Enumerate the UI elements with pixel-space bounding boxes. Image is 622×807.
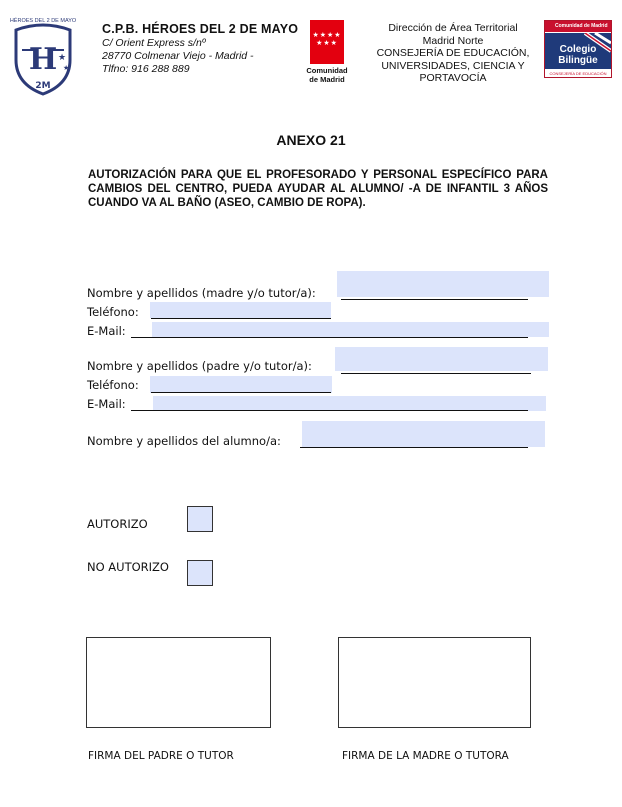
father-email-field[interactable] bbox=[153, 396, 546, 411]
father-name-field[interactable] bbox=[335, 347, 548, 371]
father-phone-underline bbox=[151, 392, 331, 393]
father-phone-label: Teléfono: bbox=[87, 378, 139, 392]
mother-phone-field[interactable] bbox=[150, 302, 331, 318]
bilingual-logo-bottom: CONSEJERÍA DE EDUCACIÓN bbox=[549, 71, 607, 76]
mother-phone-label: Teléfono: bbox=[87, 305, 139, 319]
school-name: C.P.B. HÉROES DEL 2 DE MAYO bbox=[102, 22, 299, 36]
dat-line-1: Dirección de Área Territorial bbox=[388, 22, 518, 34]
union-jack-icon bbox=[545, 33, 611, 69]
not-authorize-checkbox[interactable] bbox=[187, 560, 213, 586]
mother-signature-label: FIRMA DE LA MADRE O TUTORA bbox=[342, 750, 509, 762]
territorial-direction-info bbox=[366, 22, 540, 85]
authorize-label: AUTORIZO bbox=[87, 517, 148, 531]
mother-email-field[interactable] bbox=[152, 322, 549, 337]
not-authorize-label: NO AUTORIZO bbox=[87, 560, 169, 574]
dat-line-2: Madrid Norte bbox=[422, 34, 484, 47]
school-address-1: C/ Orient Express s/nº bbox=[102, 37, 206, 49]
student-name-label: Nombre y apellidos del alumno/a: bbox=[87, 434, 281, 448]
svg-text:★: ★ bbox=[58, 52, 67, 62]
school-address-2: 28770 Colmenar Viejo - Madrid - bbox=[102, 50, 254, 62]
bilingual-logo-top: Comunidad de Madrid bbox=[545, 21, 611, 32]
madrid-logo-text-1: Comunidad bbox=[306, 66, 348, 75]
father-signature-box[interactable] bbox=[86, 637, 271, 728]
authorize-checkbox[interactable] bbox=[187, 506, 213, 532]
school-logo bbox=[8, 20, 78, 96]
madrid-logo-text bbox=[304, 66, 350, 84]
madrid-flag bbox=[310, 20, 344, 64]
shield-icon bbox=[8, 20, 78, 96]
bilingual-logo-line-1: Colegio bbox=[559, 44, 597, 55]
dat-line-4: UNIVERSIDADES, CIENCIA Y bbox=[381, 59, 525, 72]
school-phone: Tlfno: 916 288 889 bbox=[102, 63, 190, 75]
mother-name-label: Nombre y apellidos (madre y/o tutor/a): bbox=[87, 286, 316, 300]
annex-title: ANEXO 21 bbox=[276, 132, 346, 148]
shield-badge-text: 2M bbox=[35, 81, 51, 91]
student-name-field[interactable] bbox=[302, 421, 545, 447]
student-name-underline bbox=[300, 447, 528, 448]
mother-phone-underline bbox=[151, 318, 331, 319]
authorization-text: AUTORIZACIÓN PARA QUE EL PROFESORADO Y PERSONAL ESPECÍFICO PARA CAMBIOS DEL CENTRO, PUEDA AYUDAR AL ALUMNO/ -A DE INFANTIL 3 AÑOS CUANDO VA AL BAÑO (ASEO, CAMBIO DE ROPA). bbox=[88, 169, 548, 209]
mother-name-underline bbox=[341, 299, 528, 300]
dat-line-3: CONSEJERÍA DE EDUCACIÓN, bbox=[376, 47, 530, 59]
father-name-label: Nombre y apellidos (padre y/o tutor/a): bbox=[87, 359, 312, 373]
bilingual-logo-line-2: Bilingüe bbox=[558, 55, 598, 66]
father-name-underline bbox=[341, 373, 531, 374]
father-email-label: E-Mail: bbox=[87, 397, 126, 411]
madrid-logo-text-2: de Madrid bbox=[309, 75, 345, 84]
svg-text:★: ★ bbox=[63, 65, 70, 72]
mother-email-underline bbox=[131, 337, 528, 338]
school-info bbox=[102, 22, 302, 76]
mother-name-field[interactable] bbox=[337, 271, 549, 297]
bilingual-school-logo bbox=[544, 20, 612, 78]
madrid-logo bbox=[304, 20, 350, 84]
mother-email-label: E-Mail: bbox=[87, 324, 126, 338]
madrid-stars-icon: ★★★★ ★★★ bbox=[312, 32, 342, 47]
father-signature-label: FIRMA DEL PADRE O TUTOR bbox=[88, 750, 234, 762]
dat-line-5: PORTAVOCÍA bbox=[419, 72, 487, 84]
father-phone-field[interactable] bbox=[150, 376, 332, 393]
mother-signature-box[interactable] bbox=[338, 637, 531, 728]
school-logo-arc-text: HÉROES DEL 2 DE MAYO bbox=[9, 18, 77, 24]
father-email-underline bbox=[131, 410, 528, 411]
shield-letter: H bbox=[28, 42, 58, 77]
